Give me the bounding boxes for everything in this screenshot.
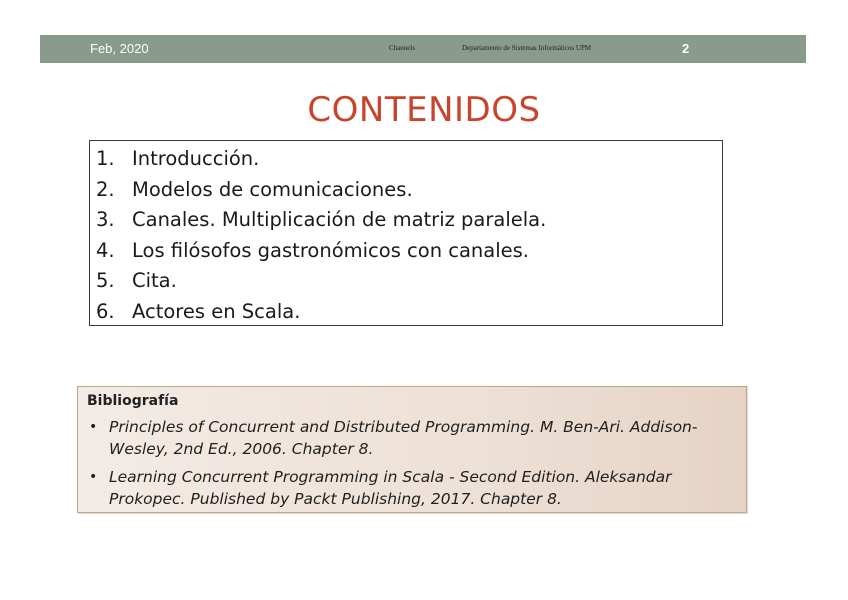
bibliography-heading: Bibliografía <box>87 393 179 409</box>
bibliography-item-text: Learning Concurrent Programming in Scala - Second Edition. Aleksandar Prokopec. Published by Packt Publishing, 2017. Chapter 8. <box>109 468 672 508</box>
contents-item <box>96 236 722 267</box>
contents-item-number: 1. <box>96 147 115 170</box>
bibliography-list <box>87 416 737 516</box>
bibliography-item <box>87 466 737 510</box>
contents-item-number: 2. <box>96 177 115 201</box>
contents-item-number: 4. <box>96 238 115 262</box>
slide-header-bar <box>40 35 806 63</box>
contents-item-text: Modelos de comunicaciones. <box>132 177 413 201</box>
page-number: 2 <box>682 41 690 56</box>
bullet-icon: • <box>89 419 98 435</box>
header-topic: Channels <box>389 44 416 52</box>
contents-item <box>96 266 722 297</box>
contents-item-number: 6. <box>96 299 115 323</box>
contents-list <box>90 141 722 328</box>
bibliography-item <box>87 416 737 460</box>
contents-box <box>89 140 723 326</box>
header-date: Feb, 2020 <box>90 41 149 56</box>
bibliography-box <box>77 386 747 513</box>
contents-item <box>96 297 722 328</box>
contents-item <box>96 144 722 175</box>
contents-item-text: Cita. <box>132 269 177 293</box>
bibliography-item-text: Principles of Concurrent and Distributed Programming. M. Ben-Ari. Addison-Wesley, 2nd Ed., 2006. Chapter 8. <box>109 418 698 458</box>
contents-item-text: Los filósofos gastronómicos con canales. <box>132 238 530 262</box>
slide-title: CONTENIDOS <box>307 90 541 130</box>
contents-item <box>96 205 722 236</box>
contents-item-number: 5. <box>96 269 115 293</box>
contents-item-text: Canales. Multiplicación de matriz paralela. <box>132 208 547 232</box>
contents-item-number: 3. <box>96 208 115 232</box>
contents-item-text: Introducción. <box>132 147 260 170</box>
contents-item-text: Actores en Scala. <box>132 299 301 323</box>
bullet-icon: • <box>89 469 98 485</box>
contents-item <box>96 175 722 206</box>
header-department: Departamento de Sistemas Informáticos UPM <box>462 44 592 52</box>
